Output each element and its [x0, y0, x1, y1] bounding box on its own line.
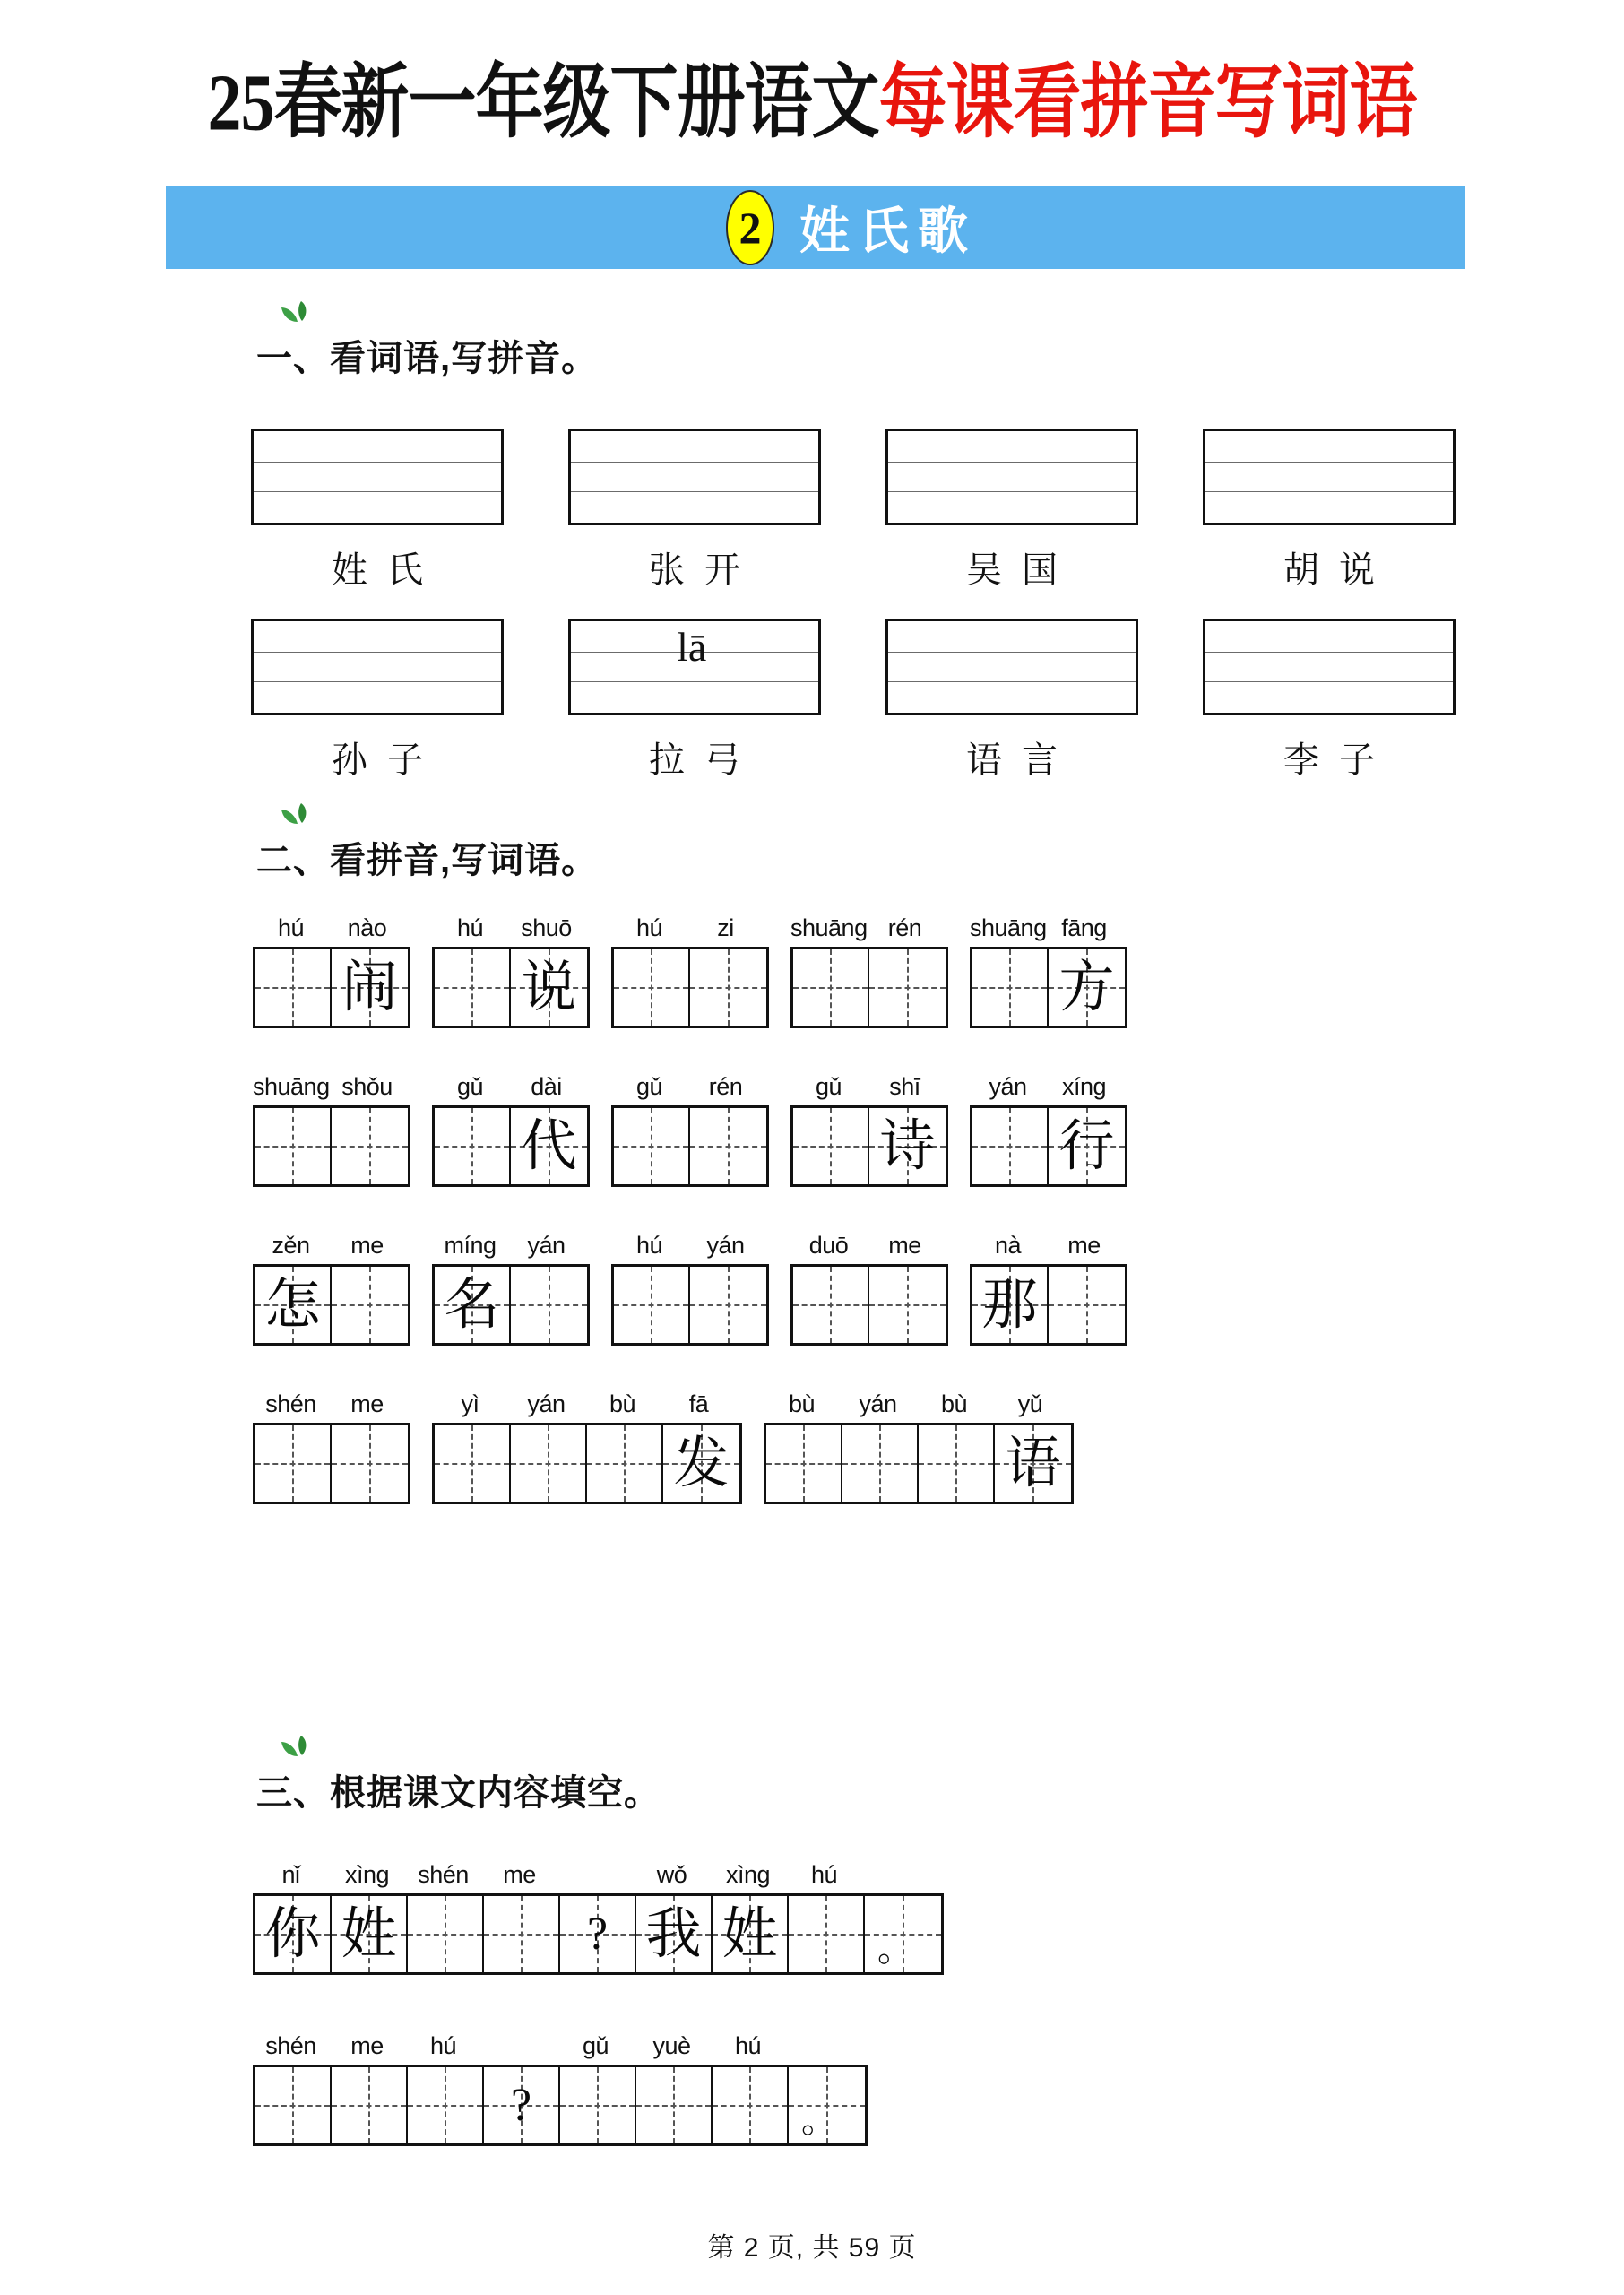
pinyin-word-item: [432, 1232, 590, 1346]
pinyin-label-row: [432, 1073, 590, 1101]
written-character: 。: [801, 2100, 837, 2140]
cell-hline: [1049, 1304, 1125, 1306]
section-heading-2: [256, 832, 598, 883]
pinyin-syllable: shī: [889, 1073, 920, 1100]
pinyin-word-item: [790, 914, 948, 1028]
pinyin-syllable: bù: [609, 1390, 636, 1417]
tianzige-cell[interactable]: [869, 949, 946, 1026]
tianzige-cell[interactable]: [614, 1108, 690, 1184]
pinyin-label-row: [790, 1073, 948, 1101]
pinyin-writing-box[interactable]: [568, 619, 821, 715]
pinyin-syllable: yán: [859, 1390, 897, 1417]
section-heading-1: [256, 330, 598, 381]
cell-hline: [484, 1934, 558, 1936]
pinyin-syllable: yì: [461, 1390, 479, 1417]
pinyin-word-item: [253, 1232, 410, 1346]
pinyin-syllable: gǔ: [815, 1073, 842, 1100]
pinyin-syllable: rén: [887, 914, 922, 941]
pinyin-syllable: [862, 1861, 938, 1889]
cell-hline: [614, 1304, 688, 1306]
pinyin-syllable: hú: [277, 914, 305, 941]
pinyin-label-row: [611, 1232, 769, 1260]
cell-hline: [435, 1463, 509, 1465]
leaf-icon: [278, 1734, 319, 1764]
tianzige-cell[interactable]: [865, 1896, 941, 1972]
word-label: 姓氏: [332, 550, 443, 590]
tianzige-cell[interactable]: [766, 1425, 842, 1502]
pinyin-label-row: [790, 1232, 948, 1260]
pinyin-word-item: [253, 1861, 944, 1975]
written-character: 行: [1058, 1115, 1115, 1177]
pinyin-writing-box[interactable]: [1203, 429, 1456, 525]
word-label: 拉弓: [649, 740, 760, 780]
written-character: 语: [1005, 1433, 1061, 1494]
cell-hline: [255, 987, 330, 989]
pinyin-label-row: [970, 914, 1127, 942]
pinyin-syllable: xìng: [344, 1861, 390, 1888]
pinyin-label-row: [253, 2032, 868, 2060]
pinyin-syllable: me: [1067, 1232, 1101, 1259]
pinyin-syllable: nǐ: [281, 1861, 300, 1888]
tianzige-cell[interactable]: [332, 1267, 408, 1343]
pinyin-syllable: hú: [734, 2032, 762, 2059]
tianzige-group: [432, 947, 590, 1028]
cell-hline: [511, 1304, 587, 1306]
tianzige-cell[interactable]: [690, 949, 766, 1026]
main-title: [208, 38, 1417, 153]
section-3-label: 三、根据课文内容填空。: [256, 1773, 661, 1813]
tianzige-cell[interactable]: [690, 1267, 766, 1343]
pinyin-syllable: yán: [706, 1232, 745, 1259]
tianzige-cell[interactable]: [614, 1267, 690, 1343]
pinyin-syllable: nào: [347, 914, 387, 941]
tianzige-group: [432, 1264, 590, 1346]
tianzige-group: [611, 1264, 769, 1346]
page-title: [0, 0, 1624, 148]
tianzige-cell[interactable]: [713, 2067, 789, 2143]
pinyin-syllable: shuāng: [790, 914, 868, 941]
tianzige-cell[interactable]: [636, 1896, 713, 1972]
pinyin-writing-box[interactable]: [1203, 619, 1456, 715]
tianzige-cell[interactable]: [972, 1267, 1049, 1343]
pinyin-syllable: yǔ: [1017, 1390, 1043, 1417]
pinyin-word-item: [970, 1073, 1127, 1187]
tianzige-group: [790, 947, 948, 1028]
cell-hline: [332, 2105, 406, 2107]
pinyin-syllable: me: [350, 2032, 384, 2059]
cell-hline: [766, 1463, 841, 1465]
section-2-body: [253, 914, 1127, 1549]
lesson-banner: [166, 186, 1465, 269]
tianzige-group: [253, 947, 410, 1028]
pinyin-hint: lā: [677, 624, 707, 671]
tianzige-group: [970, 1264, 1127, 1346]
main-title-black: 25春新一年级下册语文: [207, 58, 879, 148]
word-label: 语言: [966, 740, 1077, 780]
cell-hline: [869, 987, 946, 989]
s1-item: [1203, 619, 1456, 783]
pinyin-word-item: [432, 914, 590, 1028]
tianzige-cell[interactable]: [793, 1108, 869, 1184]
written-character: 怎: [264, 1274, 321, 1336]
pinyin-label-row: [790, 914, 948, 942]
tianzige-group: [253, 2065, 868, 2146]
written-character: 发: [673, 1433, 730, 1494]
tianzige-cell[interactable]: [690, 1108, 766, 1184]
cell-hline: [793, 1146, 868, 1148]
main-title-red: 每课看拼音写词语: [878, 58, 1417, 148]
lesson-number-badge: 2: [726, 190, 774, 265]
cell-hline: [511, 1463, 585, 1465]
tianzige-cell[interactable]: [560, 2067, 636, 2143]
cell-hline: [789, 1934, 863, 1936]
pinyin-word-item: [970, 914, 1127, 1028]
pinyin-label-row: [432, 1232, 590, 1260]
cell-hline: [690, 1146, 766, 1148]
pinyin-writing-box[interactable]: [251, 429, 504, 525]
pinyin-syllable: duō: [808, 1232, 849, 1259]
written-character: 名: [444, 1274, 500, 1336]
tianzige-cell[interactable]: [435, 949, 511, 1026]
cell-hline: [972, 987, 1047, 989]
s1-item: [568, 619, 821, 783]
written-character: 诗: [879, 1115, 936, 1177]
written-character: 姓: [721, 1903, 778, 1965]
cell-hline: [793, 987, 868, 989]
cell-hline: [332, 1146, 408, 1148]
tianzige-cell[interactable]: [255, 2067, 332, 2143]
section-heading-3: [256, 1764, 661, 1815]
pinyin-word-item: [611, 1073, 769, 1187]
cell-hline: [636, 2105, 711, 2107]
tianzige-cell[interactable]: [435, 1108, 511, 1184]
tianzige-cell[interactable]: [842, 1425, 919, 1502]
cell-hline: [435, 987, 509, 989]
cell-hline: [842, 1463, 917, 1465]
pinyin-syllable: wǒ: [656, 1861, 687, 1888]
cell-hline: [560, 2105, 635, 2107]
s1-item: [568, 429, 821, 593]
s1-item: [251, 429, 504, 593]
tianzige-cell[interactable]: [560, 1896, 636, 1972]
written-character: 代: [521, 1115, 577, 1177]
pinyin-label-row: [253, 1073, 410, 1101]
tianzige-cell[interactable]: [713, 1896, 789, 1972]
pinyin-syllable: shuāng: [253, 1073, 330, 1100]
pinyin-word-item: [253, 1390, 410, 1504]
tianzige-group: [253, 1105, 410, 1187]
cell-hline: [255, 2105, 330, 2107]
tianzige-cell[interactable]: [919, 1425, 995, 1502]
pinyin-syllable: nà: [994, 1232, 1022, 1259]
pinyin-word-item: [611, 914, 769, 1028]
cell-hline: [614, 987, 688, 989]
pinyin-word-item: [253, 914, 410, 1028]
pinyin-syllable: yuè: [652, 2032, 691, 2059]
pinyin-word-item: [253, 2032, 868, 2146]
pinyin-label-row: [970, 1232, 1127, 1260]
pinyin-syllable: [481, 2032, 557, 2060]
tianzige-cell[interactable]: [995, 1425, 1071, 1502]
pinyin-syllable: shuāng: [970, 914, 1047, 941]
written-character: 我: [645, 1903, 702, 1965]
tianzige-cell[interactable]: [511, 1108, 587, 1184]
written-character: 姓: [341, 1903, 397, 1965]
written-character: 那: [981, 1274, 1038, 1336]
pinyin-syllable: bù: [788, 1390, 816, 1417]
tianzige-group: [970, 947, 1127, 1028]
written-character: 闹: [341, 957, 398, 1018]
pinyin-syllable: gǔ: [456, 1073, 484, 1100]
pinyin-word-item: [970, 1232, 1127, 1346]
tianzige-group: [611, 1105, 769, 1187]
tianzige-cell[interactable]: [332, 2067, 408, 2143]
pinyin-syllable: shén: [418, 1861, 469, 1888]
pinyin-word-item: [432, 1073, 590, 1187]
tianzige-cell[interactable]: [435, 1425, 511, 1502]
pinyin-syllable: xíng: [1061, 1073, 1107, 1100]
pinyin-syllable: gǔ: [582, 2032, 609, 2059]
pinyin-syllable: yán: [989, 1073, 1027, 1100]
cell-hline: [972, 1146, 1047, 1148]
pinyin-word-item: [790, 1232, 948, 1346]
pinyin-syllable: me: [350, 1232, 384, 1259]
pinyin-syllable: fā: [688, 1390, 709, 1417]
tianzige-cell[interactable]: [972, 1108, 1049, 1184]
tianzige-group: [253, 1893, 944, 1975]
pinyin-word-item: [790, 1073, 948, 1187]
tianzige-cell[interactable]: [636, 2067, 713, 2143]
cell-hline: [408, 1934, 482, 1936]
pinyin-label-row: [253, 914, 410, 942]
tianzige-group: [790, 1105, 948, 1187]
word-label: 李子: [1283, 740, 1395, 780]
pinyin-syllable: zěn: [272, 1232, 310, 1259]
cell-hline: [332, 1463, 408, 1465]
tianzige-cell[interactable]: [587, 1425, 663, 1502]
tianzige-group: [253, 1264, 410, 1346]
pinyin-label-row: [253, 1861, 944, 1889]
lesson-title: 姓氏歌: [799, 203, 977, 259]
cell-hline: [614, 1146, 688, 1148]
tianzige-cell[interactable]: [255, 949, 332, 1026]
pinyin-syllable: [557, 1861, 634, 1889]
pinyin-syllable: shén: [265, 1390, 316, 1417]
tianzige-cell[interactable]: [511, 949, 587, 1026]
pinyin-syllable: bù: [940, 1390, 968, 1417]
pinyin-syllable: gǔ: [635, 1073, 663, 1100]
tianzige-cell[interactable]: [484, 1896, 560, 1972]
s1-row-1: [251, 429, 1456, 593]
tianzige-cell[interactable]: [255, 1896, 332, 1972]
word-label: 张开: [649, 550, 760, 590]
tianzige-cell[interactable]: [789, 1896, 865, 1972]
s1-item: [885, 429, 1138, 593]
tianzige-cell[interactable]: [255, 1425, 332, 1502]
tianzige-group: [611, 947, 769, 1028]
pinyin-label-row: [611, 914, 769, 942]
tianzige-group: [253, 1423, 410, 1504]
s1-item: [251, 619, 504, 783]
pinyin-syllable: hú: [456, 914, 484, 941]
pinyin-syllable: yán: [527, 1232, 566, 1259]
tianzige-cell[interactable]: [793, 1267, 869, 1343]
cell-hline: [713, 2105, 787, 2107]
cell-hline: [255, 1146, 330, 1148]
pinyin-label-row: [432, 1390, 742, 1418]
tianzige-cell[interactable]: [789, 2067, 865, 2143]
tianzige-cell[interactable]: [332, 1425, 408, 1502]
cell-hline: [587, 1463, 661, 1465]
section-1-label: 一、看词语,写拼音。: [256, 339, 599, 378]
cell-hline: [919, 1463, 993, 1465]
pinyin-syllable: fāng: [1061, 914, 1107, 941]
pinyin-writing-box[interactable]: [251, 619, 504, 715]
section-3-body: [253, 1861, 944, 2204]
section-2-row: [253, 1232, 1127, 1346]
cell-hline: [435, 1146, 509, 1148]
written-character: 方: [1058, 957, 1115, 1018]
word-label: 孙子: [332, 740, 443, 780]
written-character: ?: [510, 2079, 532, 2131]
pinyin-word-item: [764, 1390, 1074, 1504]
section-3-row: [253, 1861, 944, 1975]
pinyin-syllable: dài: [531, 1073, 562, 1100]
leaf-icon: [278, 801, 319, 832]
s1-item: [885, 619, 1138, 783]
page-footer: 第 2 页, 共 59 页: [707, 2233, 917, 2263]
pinyin-syllable: hú: [810, 1861, 838, 1888]
tianzige-group: [432, 1105, 590, 1187]
tianzige-group: [790, 1264, 948, 1346]
pinyin-writing-box[interactable]: [885, 429, 1138, 525]
section-2-label: 二、看拼音,写词语。: [256, 841, 599, 880]
pinyin-syllable: shén: [265, 2032, 316, 2059]
tianzige-group: [764, 1423, 1074, 1504]
cell-hline: [869, 1304, 946, 1306]
tianzige-group: [970, 1105, 1127, 1187]
section-2-row: [253, 1073, 1127, 1187]
tianzige-cell[interactable]: [663, 1425, 739, 1502]
pinyin-syllable: hú: [429, 2032, 457, 2059]
tianzige-cell[interactable]: [511, 1267, 587, 1343]
pinyin-word-item: [432, 1390, 742, 1504]
tianzige-cell[interactable]: [869, 1108, 946, 1184]
pinyin-syllable: [786, 2032, 862, 2060]
cell-hline: [408, 2105, 482, 2107]
word-label: 胡说: [1283, 550, 1395, 590]
tianzige-cell[interactable]: [1049, 1108, 1125, 1184]
written-character: 。: [877, 1928, 913, 1969]
pinyin-label-row: [253, 1232, 410, 1260]
tianzige-cell[interactable]: [511, 1425, 587, 1502]
pinyin-syllable: hú: [635, 914, 663, 941]
tianzige-cell[interactable]: [332, 1108, 408, 1184]
written-character: 你: [264, 1903, 321, 1965]
pinyin-label-row: [611, 1073, 769, 1101]
written-character: ?: [586, 1908, 609, 1960]
pinyin-syllable: zi: [717, 914, 734, 941]
section-2-row: [253, 1390, 1127, 1504]
cell-hline: [332, 1304, 408, 1306]
tianzige-cell[interactable]: [435, 1267, 511, 1343]
tianzige-cell[interactable]: [255, 1108, 332, 1184]
tianzige-cell[interactable]: [484, 2067, 560, 2143]
pinyin-label-row: [764, 1390, 1074, 1418]
leaf-icon: [278, 299, 319, 330]
pinyin-syllable: shuō: [521, 914, 572, 941]
pinyin-label-row: [970, 1073, 1127, 1101]
tianzige-cell[interactable]: [332, 949, 408, 1026]
tianzige-cell[interactable]: [255, 1267, 332, 1343]
word-label: 吴国: [966, 550, 1077, 590]
pinyin-word-item: [611, 1232, 769, 1346]
tianzige-cell[interactable]: [1049, 1267, 1125, 1343]
pinyin-syllable: me: [888, 1232, 921, 1259]
tianzige-cell[interactable]: [1049, 949, 1125, 1026]
cell-hline: [690, 987, 766, 989]
pinyin-word-item: [253, 1073, 410, 1187]
section-2-row: [253, 914, 1127, 1028]
pinyin-syllable: shǒu: [341, 1073, 393, 1100]
tianzige-cell[interactable]: [972, 949, 1049, 1026]
cell-hline: [255, 1463, 330, 1465]
written-character: 说: [521, 957, 577, 1018]
pinyin-syllable: míng: [444, 1232, 497, 1259]
pinyin-syllable: me: [503, 1861, 536, 1888]
cell-hline: [793, 1304, 868, 1306]
pinyin-label-row: [432, 914, 590, 942]
tianzige-cell[interactable]: [332, 1896, 408, 1972]
pinyin-syllable: hú: [635, 1232, 663, 1259]
tianzige-group: [432, 1423, 742, 1504]
tianzige-cell[interactable]: [869, 1267, 946, 1343]
pinyin-writing-box[interactable]: [568, 429, 821, 525]
pinyin-writing-box[interactable]: [885, 619, 1138, 715]
pinyin-syllable: yán: [527, 1390, 566, 1417]
s1-row-2: [251, 619, 1456, 783]
section-3-row: [253, 2032, 944, 2146]
pinyin-label-row: [253, 1390, 410, 1418]
cell-hline: [690, 1304, 766, 1306]
tianzige-cell[interactable]: [408, 1896, 484, 1972]
s1-item: [1203, 429, 1456, 593]
pinyin-syllable: xìng: [725, 1861, 771, 1888]
pinyin-syllable: me: [350, 1390, 384, 1417]
tianzige-cell[interactable]: [614, 949, 690, 1026]
tianzige-cell[interactable]: [408, 2067, 484, 2143]
tianzige-cell[interactable]: [793, 949, 869, 1026]
pinyin-syllable: rén: [708, 1073, 743, 1100]
